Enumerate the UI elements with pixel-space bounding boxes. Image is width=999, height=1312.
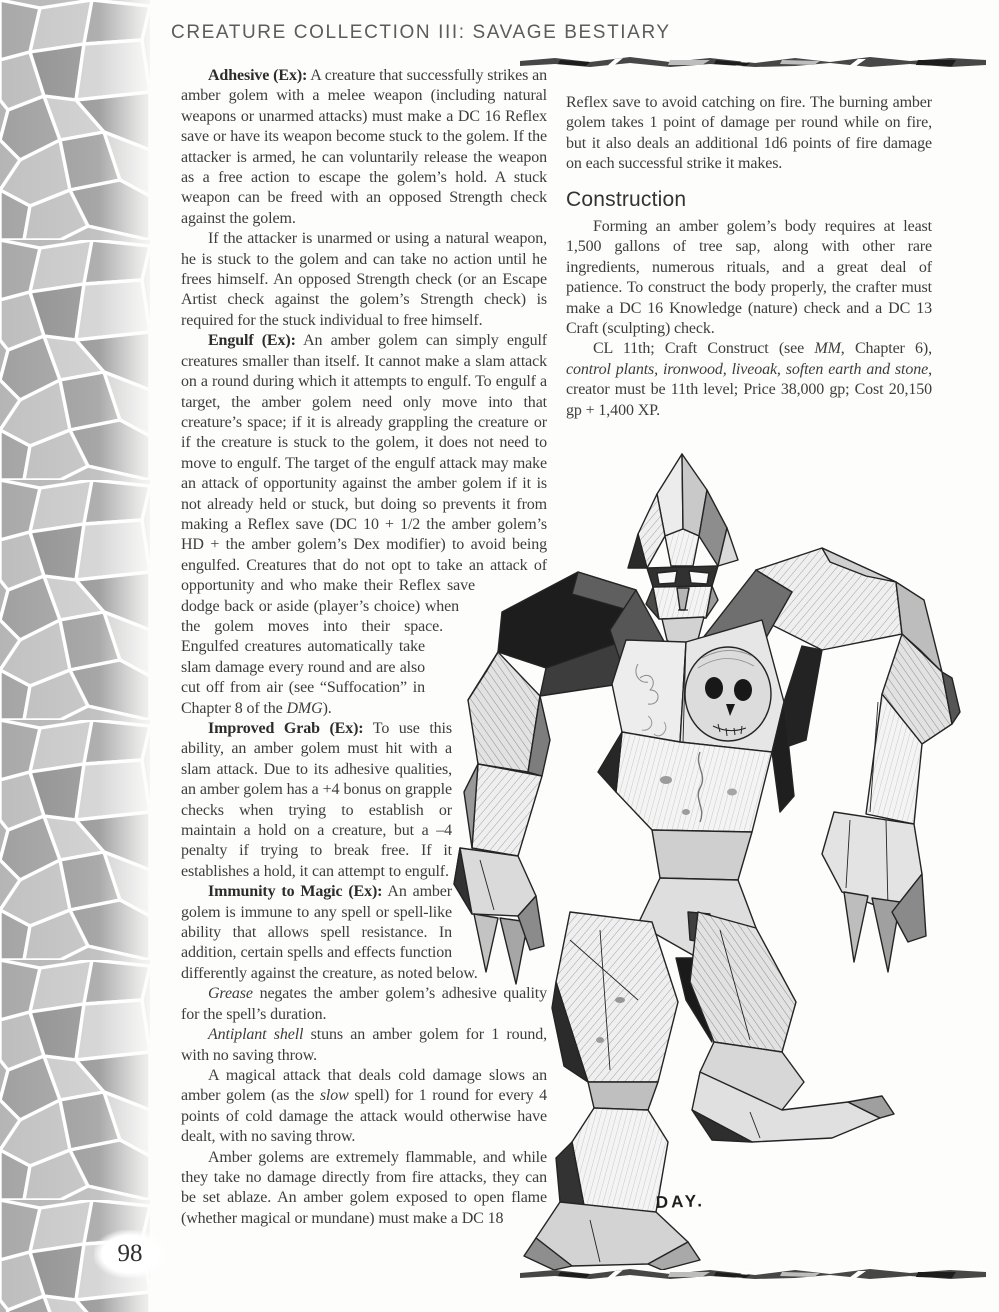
ability-name: Engulf (Ex): bbox=[208, 332, 296, 350]
paragraph-forming: Forming an amber golem’s body requires at least 1,500 gallons of tree sap, along with other rare ingredients, numerous rituals, and a great deal of patience. To construct the body properly, the crafter must make a DC 16 Knowledge (nature) check and a DC 13 Craft (sculpting) check. bbox=[566, 218, 932, 338]
section-heading-construction: Construction bbox=[566, 187, 687, 211]
paragraph-improved-grab: Improved Grab (Ex): To use this ability, an amber golem must hit with a slam attack. Due to its adhesive qualities, an amber golem has a +4 bonus on grapple checks when trying to establish or maintain a hold on a creature, but a –4 penalty if trying to break free. If it establishes a hold, it can attempt to engulf. bbox=[181, 720, 452, 880]
spell-name: Grease bbox=[208, 985, 253, 1003]
amber-golem-illustration bbox=[450, 440, 965, 1270]
paragraph-caster-level: CL 11th; Craft Construct (see MM, Chapter 6), control plants, ironwood, liveoak, soften earth and stone, creator must be 11th level; Price 38,000 gp; Cost 20,150 gp + 1,400 XP. bbox=[566, 340, 932, 419]
page-number: 98 bbox=[94, 1230, 166, 1278]
paragraph-fire-continuation: Reflex save to avoid catching on fire. The burning amber golem takes 1 point of damage per round while on fire, but it also deals an additional 1d6 points of fire damage on each successful strike it makes. bbox=[566, 94, 932, 173]
right-column bbox=[566, 93, 932, 421]
ability-name: Improved Grab (Ex): bbox=[208, 720, 364, 737]
book-abbreviation: MM bbox=[814, 340, 841, 358]
paragraph-unarmed-stuck: If the attacker is unarmed or using a natural weapon, he is stuck to the golem and can take no action until he frees himself. An opposed Strength check (or an Escape Artist check against the golem’s Strength check) is required for the stuck individual to free himself. bbox=[181, 230, 547, 329]
top-divider-art bbox=[520, 54, 986, 70]
spell-name: slow bbox=[319, 1087, 349, 1105]
page-header: CREATURE COLLECTION III: SAVAGE BESTIARY bbox=[171, 21, 671, 44]
ability-name: Adhesive (Ex): bbox=[208, 67, 308, 84]
artist-signature: DAY. bbox=[655, 1191, 706, 1212]
paragraph-antiplant-shell: Antiplant shell stuns an amber golem for 1 round, with no saving throw. bbox=[181, 1026, 547, 1064]
ability-name: Immunity to Magic (Ex): bbox=[208, 883, 383, 901]
paragraph-adhesive: Adhesive (Ex): A creature that successfully strikes an amber golem with a melee weapon (including natural weapons or unarmed attacks) must make a DC 16 Reflex save or have its weapon become stuck to the golem. If the attacker is armed, he can voluntarily release the weapon as a free action to escape the golem’s hold. A stuck weapon can be freed with an opposed Strength check against the golem. bbox=[181, 67, 547, 227]
paragraph-engulf: Engulf (Ex): An amber golem can simply engulf creatures smaller than itself. It cannot make a slam attack on a round during which it attempts to engulf. To engulf a target, the amber golem need only move into that creature’s space; if it is already grappling the creature or if the creature is stuck to the golem, it does not need to move to engulf. The target of the engulf attack may make an attack of opportunity against the amber golem if it is not already held or stuck, but doing so prevents it from making a Reflex save (DC 10 + 1/2 the amber golem’s HD + the amber golem’s Dex modifier) to avoid being engulfed. Creatures that do not opt to take an attack of opportunity and who make their Reflex save dodge back or aside (player’s choice) when the golem moves into their space. Engulfed creatures automatically take slam damage every round and are also cut off from air (see “Suffocation” in Chapter 8 of the DMG). bbox=[181, 332, 547, 717]
paragraph-grease: Grease negates the amber golem’s adhesive quality for the spell’s duration. bbox=[181, 985, 547, 1023]
spell-name: Antiplant shell bbox=[208, 1026, 304, 1044]
bark-border-texture bbox=[0, 0, 160, 1312]
spell-list: control plants, ironwood, liveoak, soften earth and stone bbox=[566, 360, 929, 378]
paragraph-immunity-to-magic: Immunity to Magic (Ex): An amber golem is immune to any spell or spell-like ability that allows spell resistance. In addition, certain spells and effects function differently against the creature, as noted below. bbox=[181, 883, 478, 982]
paragraph-flammable: Amber golems are extremely flammable, and while they take no damage directly from fire attacks, they can be set ablaze. An amber golem exposed to open flame (whether magical or mundane) must make a DC 18 bbox=[181, 1148, 547, 1227]
bottom-divider-art bbox=[520, 1266, 986, 1282]
paragraph-cold-damage: A magical attack that deals cold damage slows an amber golem (as the slow spell) for 1 round for every 4 points of cold damage the attack would otherwise have dealt, with no saving throw. bbox=[181, 1066, 547, 1146]
